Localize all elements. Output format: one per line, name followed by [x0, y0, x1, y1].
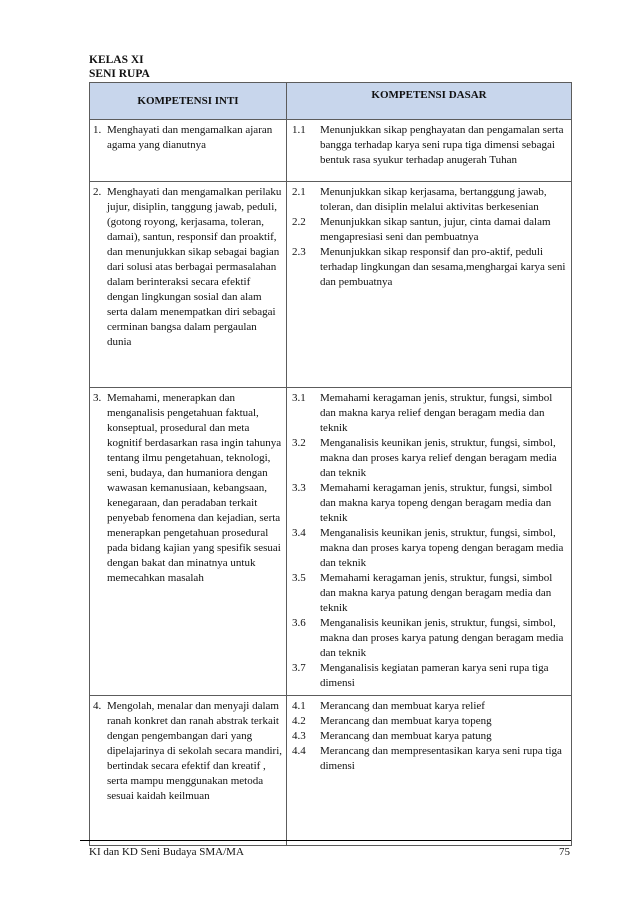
kd-text: Menunjukkan sikap kerjasama, bertanggung jawab, toleran, dan disiplin melalui aktivitas berkesenian	[320, 186, 547, 213]
kompetensi-inti-cell	[90, 388, 287, 696]
ki-number: 3.	[93, 392, 102, 404]
kompetensi-inti-cell	[90, 182, 287, 388]
table-header-row	[90, 83, 572, 120]
subject-heading: SENI RUPA	[89, 68, 150, 80]
kd-item	[290, 481, 568, 526]
kd-item	[290, 185, 568, 215]
kd-number: 1.1	[292, 124, 306, 136]
table-row	[90, 696, 572, 846]
kd-number: 2.3	[292, 246, 306, 258]
kd-number: 3.7	[292, 662, 306, 674]
kd-number: 4.1	[292, 700, 306, 712]
kompetensi-inti-cell	[90, 120, 287, 182]
kd-item	[290, 714, 568, 729]
kd-item	[290, 661, 568, 691]
kompetensi-dasar-cell	[287, 696, 572, 846]
kd-item	[290, 744, 568, 774]
ki-number: 1.	[93, 124, 102, 136]
ki-text: Menghayati dan mengamalkan ajaran agama yang dianutnya	[107, 124, 273, 151]
kd-text: Menganalisis keunikan jenis, struktur, fungsi, simbol, makna dan proses karya relief dengan beragam media dan teknik	[320, 437, 557, 479]
kd-text: Menganalisis keunikan jenis, struktur, fungsi, simbol, makna dan proses karya topeng dengan beragam media dan teknik	[320, 527, 564, 569]
kd-number: 4.2	[292, 715, 306, 727]
kompetensi-dasar-cell	[287, 182, 572, 388]
kd-text: Menganalisis kegiatan pameran karya seni rupa tiga dimensi	[320, 662, 549, 689]
kompetensi-dasar-cell	[287, 388, 572, 696]
footer-title: KI dan KD Seni Budaya SMA/MA	[89, 846, 244, 858]
kd-text: Merancang dan membuat karya patung	[320, 730, 492, 742]
kd-item	[290, 436, 568, 481]
page-number: 75	[559, 846, 570, 858]
kd-number: 2.1	[292, 186, 306, 198]
competency-table	[89, 82, 572, 846]
kd-number: 3.3	[292, 482, 306, 494]
ki-number: 4.	[93, 700, 102, 712]
kd-number: 3.6	[292, 617, 306, 629]
kd-text: Menunjukkan sikap santun, jujur, cinta damai dalam mengapresiasi seni dan pembuatnya	[320, 216, 551, 243]
kd-text: Menganalisis keunikan jenis, struktur, fungsi, simbol, makna dan proses karya patung dengan beragam media dan teknik	[320, 617, 564, 659]
kd-text: Memahami keragaman jenis, struktur, fungsi, simbol dan makna karya relief dengan beragam media dan teknik	[320, 392, 553, 434]
kd-item	[290, 616, 568, 661]
footer-rule	[80, 840, 571, 841]
table-row	[90, 120, 572, 182]
table-row	[90, 182, 572, 388]
kd-number: 4.4	[292, 745, 306, 757]
kompetensi-inti-cell	[90, 696, 287, 846]
kd-number: 3.2	[292, 437, 306, 449]
header-kompetensi-dasar: KOMPETENSI DASAR	[287, 83, 572, 120]
kd-item	[290, 729, 568, 744]
ki-number: 2.	[93, 186, 102, 198]
kd-item	[290, 245, 568, 290]
ki-text: Mengolah, menalar dan menyaji dalam ranah konkret dan ranah abstrak terkait dengan pengembangan dari yang dipelajarinya di sekolah secara mandiri, bertindak secara efektif dan kreatif , serta mampu menggunakan metoda sesuai kaidah keilmuan	[107, 700, 283, 802]
class-heading: KELAS XI	[89, 54, 144, 66]
kd-item	[290, 526, 568, 571]
kd-text: Menunjukkan sikap responsif dan pro-aktif, peduli terhadap lingkungan dan sesama,menghargai karya seni dan pembuatnya	[320, 246, 566, 288]
kd-number: 3.5	[292, 572, 306, 584]
kd-text: Merancang dan membuat karya topeng	[320, 715, 492, 727]
ki-text: Memahami, menerapkan dan menganalisis pengetahuan faktual, konseptual, prosedural dan meta kognitif berdasarkan rasa ingin tahunya tentang ilmu pengetahuan, teknologi, seni, budaya, dan humaniora dengan wawasan kemanusiaan, kebangsaan, kenegaraan, dan peradaban terkait penyebab fenomena dan kejadian, serta menerapkan pengetahuan prosedural pada bidang kajian yang spesifik sesuai dengan bakat dan minatnya untuk memecahkan masalah	[107, 392, 282, 584]
kd-item	[290, 215, 568, 245]
kd-text: Memahami keragaman jenis, struktur, fungsi, simbol dan makna karya topeng dengan beragam media dan teknik	[320, 482, 553, 524]
kd-text: Memahami keragaman jenis, struktur, fungsi, simbol dan makna karya patung dengan beragam media dan teknik	[320, 572, 553, 614]
table-row	[90, 388, 572, 696]
header-kompetensi-inti: KOMPETENSI INTI	[90, 83, 287, 120]
kd-number: 4.3	[292, 730, 306, 742]
kd-number: 2.2	[292, 216, 306, 228]
kd-item	[290, 123, 568, 168]
kd-item	[290, 391, 568, 436]
kd-text: Merancang dan membuat karya relief	[320, 700, 485, 712]
kompetensi-dasar-cell	[287, 120, 572, 182]
kd-number: 3.4	[292, 527, 306, 539]
kd-text: Merancang dan mempresentasikan karya seni rupa tiga dimensi	[320, 745, 562, 772]
kd-item	[290, 571, 568, 616]
kd-item	[290, 699, 568, 714]
kd-number: 3.1	[292, 392, 306, 404]
ki-text: Menghayati dan mengamalkan perilaku jujur, disiplin, tanggung jawab, peduli, (gotong royong, kerjasama, toleran, damai), santun, responsif dan proaktif, dan menunjukkan sikap sebagai bagian dari solusi atas berbagai permasalahan dalam berinteraksi secara efektif dengan lingkungan sosial dan alam serta dalam menempatkan diri sebagai cerminan bangsa dalam pergaulan dunia	[107, 186, 282, 348]
kd-text: Menunjukkan sikap penghayatan dan pengamalan serta bangga terhadap karya seni rupa tiga dimensi sebagai bentuk rasa syukur terhadap anugerah Tuhan	[320, 124, 564, 166]
